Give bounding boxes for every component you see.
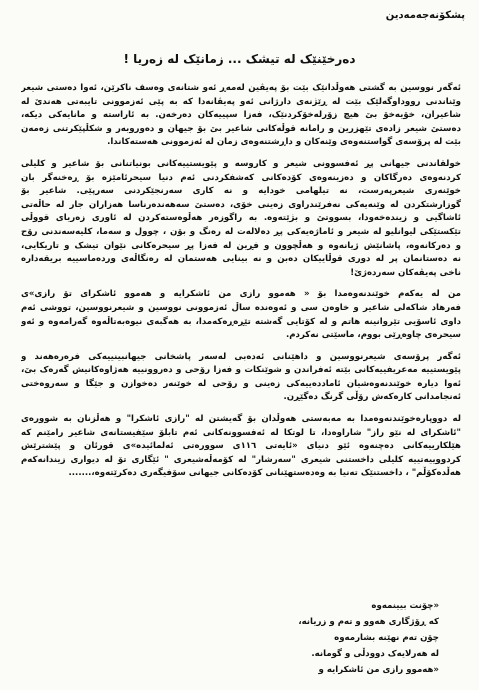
text-line: هەڵدەکۆڵم" ، داخستنێک تەنیا بە وەدەستهێنانی کۆدەکانی جیهانی سۆفیگەری دەکرێتەوە،.......	[68, 468, 461, 479]
poem-excerpt	[39, 598, 439, 678]
paragraph-1	[21, 82, 461, 150]
article-title: دەرخێنێک لە تیشک ... زمانێک لە زەریا !	[123, 52, 356, 66]
article-body	[21, 82, 461, 482]
paragraph-5	[21, 413, 461, 481]
text-line: ئەگەر نووسین بە گشتی هەوڵدانێک بێت بۆ پەیڤین لەمەڕ ئەو شتانەی وەسف ناکرێن، ئەوا دەستی شیعر	[21, 83, 461, 93]
text-line: ئەوا دیارە خوێندنەوەشیان ئاماددەییەکی زەینی و رۆحی لە خوێنەر دەخوازن و جێگا و سەروەختی	[21, 378, 461, 389]
poem-line: لە هەرلایەک دوودڵی و گومانە.	[311, 649, 439, 659]
text-line: نە دەستانمان پر لە دوری قوڵاییکان دەبن و نە بینایی هەستمان لە رەنگاڵەی وردەماسییە بریقەدارە	[21, 254, 461, 265]
text-line: وێناندنی رووداوگەلێک بێت لە ڕێژنەی دارژانی ئەو پەیڤانەدا کە بە پێی ئەزموونی تایبەتی هەندێ لە	[21, 96, 461, 107]
text-line: کردووییەتییە کلیلی داخستنی شیعری "سەرشار" لە کۆمەڵەشیعری " ئێگاری تۆ لە دیواری زیندانەکەم	[21, 454, 461, 465]
paragraph-2	[21, 158, 461, 280]
author-name: پشکۆنەجەمەدین	[385, 10, 465, 21]
text-line: کردنەوەی دەرگاکان و دەزینەوەی کۆدەکانی کەشفکردنی ئەم دنیا سیحرئامێزە بۆ ڕەخنەگر بان	[21, 172, 461, 183]
text-line: بێت لە پرۆسەی گواستنەوەی وێنەکان و داڕشتنەوەی زمان لە ئەزموونی هەستەکاندا.	[107, 137, 461, 148]
text-line: تێکستێکی لیوانلیو لە شیعر و ئاماژەیەکی پڕ دەلالەت لە رەنگ و بۆن ، چوول و سەما، کلیەسەندنی رۆح	[21, 226, 461, 237]
poem-line: «هەموو رازی من ئاشکرایە و	[318, 665, 439, 675]
text-line: و دەرکانەوە، پاشانێش ژیانەوە و هەڵچوون و فڕین لە فەزا پڕ سیحرەکانی نێوان تیشک و تاریکایی،	[21, 240, 461, 251]
text-line: خوێنەری شیعرپەرست، نە تیلهامی خودایە و نە کاری سەرنجێکردنی سەرپێی. شاعیر بۆ	[21, 186, 461, 197]
text-line: لە دووپارەخوێندنەوەمدا بە مەبەستی هەوڵدان بۆ گەیشتن لە "رازی ئاشکرا" و هەڵزنان بە شوورەی	[21, 414, 461, 425]
text-line: فەرهاد شاکەلی شاعیر و خاوەن سی و ئەوەندە ساڵ ئەزموونی نووسین و شیعرنووسین، تووشی ئەم	[21, 302, 461, 313]
text-line: من لە یەکەم خوێندنەوەمدا بۆ « هەموو رازی من ئاشکرایە و هەموو ئاشکرای تۆ رازی»ی	[21, 289, 461, 300]
poem-line: چۆن تەم نهێنە بشارمەوە	[334, 633, 439, 643]
paragraph-4	[21, 351, 461, 405]
text-line: هێلکارییەکانی دەچنەوە ئێو دنیای «ئایەتی ١١٦ی سوورەتی ئەلمائیدە»ی قورئان و پێشترێش	[21, 441, 461, 452]
text-line: داوی ئاسۆیی تێروانینە هاتم و لە کۆتایی گەشتە تێڕەڕەکەمدا، بە هەگبەی نیوەبەتاڵەوە گەرامەوە و ئەو	[21, 316, 461, 327]
text-line: شاعیران، خۆیەخۆ بێ هیچ زۆرلەخۆکردنێک، فەزا سپییەکان دەرخەن. بە ئاراستە و مانایەکی دیکە،	[21, 110, 461, 121]
text-line: دەستێ شیعر زادەی تێهزرین و رامانە قوڵەکانی شاعیر بێ بۆ جیهان و دەوروبەر و شکڵپێکرتنی زەمەن	[21, 123, 461, 134]
paragraph-3	[21, 288, 461, 342]
text-line: ئاشاگیی و زیندەخەودا، بسووتێ و بژێتەوە. بە راگوزەر هەڵوەستەکردن لە ئاوری زەریای قووڵی	[21, 213, 461, 224]
poem-line: «چۆنت بیینمەوە	[371, 601, 439, 611]
text-line: پێویستییە مەعریفییەکانی بێتە ئەفراندن و شوێنکات و فەزا رۆحی و دەروونییە هەژاوەکانیش گەرەک بێ،	[21, 365, 461, 376]
poem-line: کە ڕۆژگاری هەوو و تەم و زریانە،	[298, 617, 439, 627]
text-line: گوزارشتکردن لە وێنەیەکی نەفرێندراوی زەینی خۆی، دەستێ سەهەندەرناسا هەزاران جار لە حاڵەتی	[21, 199, 461, 210]
text-line: سیحرەی چاوەڕێی بووم، ماسێتی نەکردم.	[285, 330, 461, 341]
text-line: ئەگەر پرۆسەی شیعرنووسین و داهێنانی ئەدەبی لەسەر پاشخانی جیهانبینییەکی فرەرەهەند و	[21, 351, 461, 362]
text-line: ناخی پەیڤەکان سەردەژێ!	[350, 267, 461, 278]
text-line: ئەنجامدانی کارەکەش رۆڵی گرنگ دەگێڕن.	[283, 392, 461, 403]
text-line: "ئاشکرای لە نێو راز" شاراوەدا، تا لوتکا لە ئەفسوونەکانی ئەم تابلۆ سێفیستانەی شاعیر رامێنم کە	[21, 427, 461, 438]
text-line: خولقاندنی جیهانی پڕ ئەفسوونی شیعر و کاروسە و پێویستییەکانی بونیاتنانی بۆ شاعیر و کلیلی	[21, 158, 461, 169]
